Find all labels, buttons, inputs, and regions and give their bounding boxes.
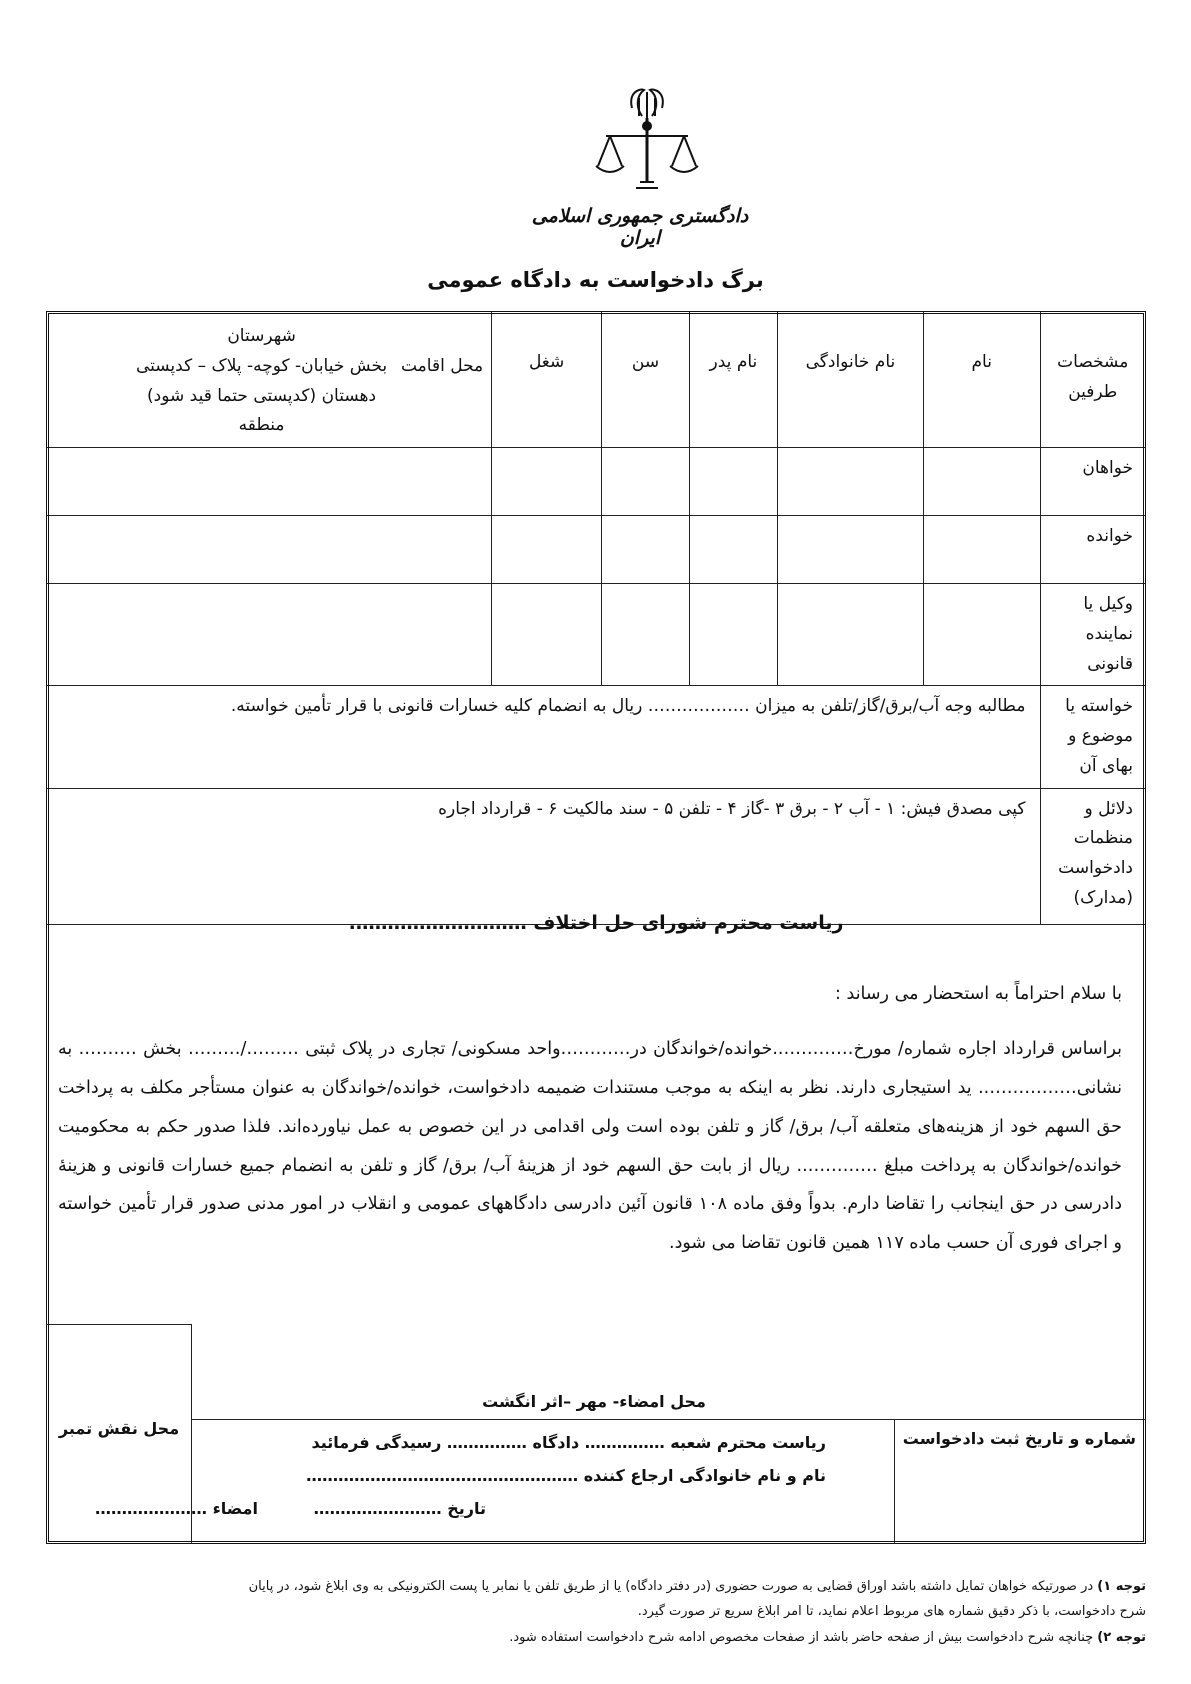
judiciary-name: دادگستری جمهوری اسلامی ایران <box>531 205 749 249</box>
signature-label: محل امضاء- مهر –اثر انگشت <box>482 1392 706 1411</box>
note-1-text: در صورتیکه خواهان تمایل داشته باشد اوراق قضایی به صورت حضوری (در دفتر دادگاه) یا از طریق تلفن یا نمابر یا پست الکترونیکی به وی ابلاغ شود، در پایان <box>248 1579 1094 1594</box>
col-header-residence: محل اقامت <box>400 356 484 376</box>
col-header-family: نام خانوادگی <box>777 312 923 448</box>
referral-sign: امضاء ………………… <box>95 1498 258 1518</box>
row-label-lawyer: وکیل یا نماینده قانونی <box>1040 584 1146 686</box>
row-label-evidence: دلائل و منظمات دادخواست (مدارک) <box>1040 788 1146 924</box>
note-2-label: توجه ۲) <box>1097 1629 1146 1645</box>
claim-text[interactable]: مطالبه وجه آب/برق/گاز/تلفن به میزان ……………… ریال به انضمام کلیه خسارات قانونی با قرار تأمین خواسته. <box>47 686 1041 788</box>
address-line: منطقه <box>238 415 285 436</box>
row-label-defendant: خوانده <box>1040 516 1146 584</box>
greeting: با سلام احتراماً به استحضار می رساند : <box>835 984 1122 1004</box>
col-header-age: سن <box>602 312 690 448</box>
row-label-claim: خواسته یا موضوع و بهای آن <box>1040 686 1146 788</box>
address-line: دهستان (کدپستی حتما قید شود) <box>147 385 377 406</box>
iran-emblem-icon <box>592 86 702 202</box>
note-2 <box>86 1625 1146 1650</box>
referral-date-sign-line <box>95 1493 826 1526</box>
page-title: برگ دادخواست به دادگاه عمومی <box>427 268 764 292</box>
col-header-job: شغل <box>492 312 602 448</box>
col-header-parties: مشخصات طرفین <box>1040 312 1146 448</box>
note-1-continued: شرح دادخواست، با ذکر دقیق شماره های مربوط اعلام نماید، تا امر ابلاغ سریع تر صورت گیرد. <box>637 1604 1146 1620</box>
col-header-father: نام پدر <box>689 312 777 448</box>
address-line: بخش خیابان- کوچه- پلاک – کدپستی <box>135 355 388 376</box>
council-title: ریاست محترم شورای حل اختلاف ………………………. <box>348 912 844 934</box>
row-label-plaintiff: خواهان <box>1040 448 1146 516</box>
petition-paragraph[interactable]: براساس قرارداد اجاره شماره/ مورخ…………..خوانده/خواندگان در…………واحد مسکونی/ تجاری در پلاک ثبتی ………/……… بخش ………. به نشانی…………….. ید استیجاری دارند. نظر به اینکه به موجب مستندات ضمیمه دادخواست، خوانده/خواندگان به عنوان مستأجر مکلف به پرداخت حق السهم خود از هزینه‌های متعلقه آب/ برق/ گاز و تلفن بوده است ولی اقدامی در این خصوص به عمل نیاورده‌اند. فلذا صدور حکم به محکومیت خوانده/خواندگان به پرداخت مبلغ ………….. ریال از بابت حق السهم خود از هزینهٔ آب/ برق/ گاز و تلفن به انضمام جمیع خسارات قانونی و هزینهٔ دادرسی در حق اینجانب را تقاضا دارم. بدواً وفق ماده ۱۰۸ قانون آئین دادرسی دادگاههای عمومی و انقلاب در امور مدنی صدور قرار تأمین خواسته و اجرای فوری آن حسب ماده ۱۱۷ همین قانون تقاضا می شود. <box>58 1039 1123 1254</box>
notes <box>86 1574 1146 1650</box>
evidence-text[interactable]: کپی مصدق فیش: ۱ - آب ۲ - برق ۳ -گاز ۴ - تلفن ۵ - سند مالکیت ۶ - قرارداد اجاره <box>47 788 1041 924</box>
referral-date: تاریخ …………………… <box>313 1498 486 1518</box>
note-1 <box>86 1574 1146 1599</box>
stamp-label: محل نقش تمبر <box>58 1419 180 1438</box>
registration-label: شماره و تاریخ ثبت دادخواست <box>902 1429 1136 1448</box>
signature-section <box>46 1324 1146 1544</box>
note-2-text: چنانچه شرح دادخواست بیش از صفحه حاضر باشد از صفحات مخصوص ادامه شرح دادخواست استفاده شود. <box>509 1629 1094 1645</box>
referral-line: ریاست محترم شعبه …………… دادگاه …………… رسیدگی فرمائید <box>311 1433 826 1452</box>
referrer-name-line: نام و نام خانوادگی ارجاع کننده …………………………………………… <box>306 1465 826 1485</box>
col-header-name: نام <box>924 312 1040 448</box>
registration-box[interactable] <box>894 1419 1146 1544</box>
referral-block <box>95 1427 826 1525</box>
address-line: شهرستان <box>227 326 296 346</box>
note-1-label: توجه ۱) <box>1097 1579 1146 1594</box>
